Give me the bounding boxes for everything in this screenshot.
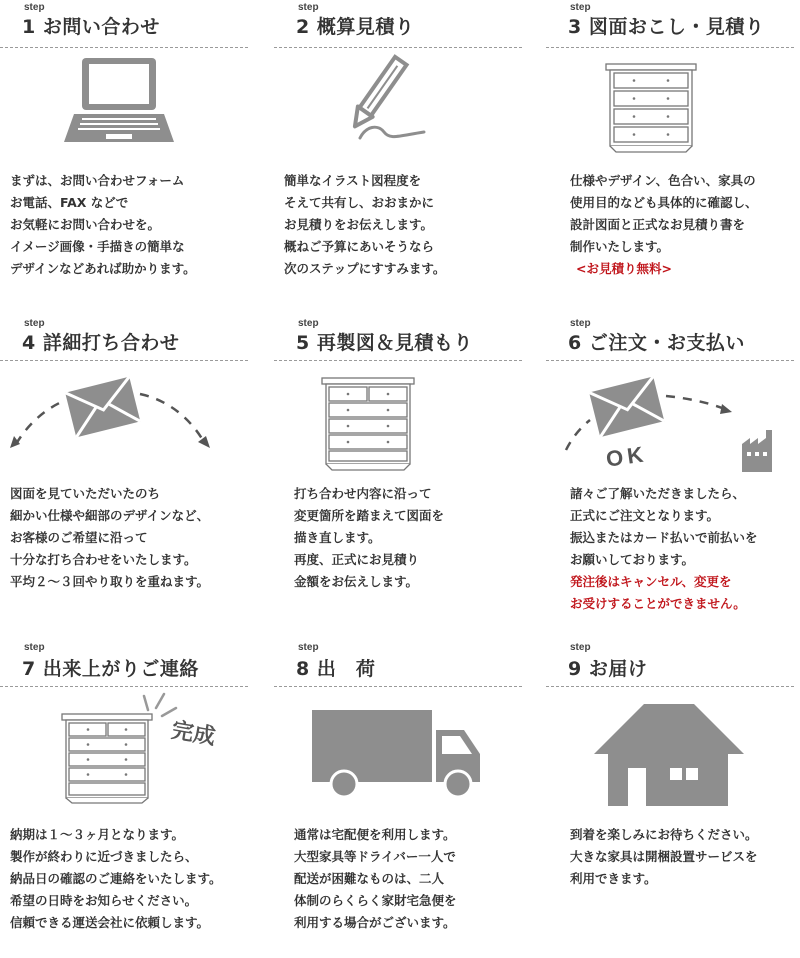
step-title: 2 概算見積り [296,16,415,38]
cancel-warning: お受けすることができません。 [570,596,746,611]
step-title: 1 お問い合わせ [22,16,160,38]
step-description: 図面を見ていただいたのち 細かい仕様や細部のデザインなど、 お客様のご希望に沿って 十分な打ち合わせをいたします。 平均２～３回やり取りを重ねます。 [10,486,210,589]
step-label: step [570,2,591,13]
divider [546,360,794,361]
ok-stamp-text: OK [604,441,649,472]
divider [546,686,794,687]
truck-icon [274,700,524,810]
laptop-icon [0,52,250,162]
divider [274,47,522,48]
divider [274,360,522,361]
house-icon [546,696,796,806]
step-description: 諸々ご了解いただきましたら、 正式にご注文となります。 振込またはカード払いで前払いを お願いしております。 発注後はキャンセル、変更を お受けすることができません。 [570,483,800,615]
step-label: step [298,642,319,653]
step-title: 6 ご注文・お支払い [568,332,745,354]
step-label: step [298,2,319,13]
step-description: まずは、お問い合わせフォーム お電話、FAX などで お気軽にお問い合わせを。 イメージ画像・手描きの簡単な デザインなどあれば助かります。 [10,173,196,276]
step-title: 4 詳細打ち合わせ [22,332,180,354]
step-label: step [298,318,319,329]
step-title: 9 お届け [568,658,648,680]
step-label: step [24,642,45,653]
step-label: step [24,2,45,13]
step-description: 到着を楽しみにお待ちください。 大きな家具は開梱設置サービスを 利用できます。 [570,827,758,886]
step-description: 通常は宅配便を利用します。 大型家具等ドライバー一人で 配送が困難なものは、二人 体制のらくらく家財宅急便を 利用する場合がございます。 [294,827,457,930]
cancel-warning: 発注後はキャンセル、変更を [570,574,732,589]
step-title: 7 出来上がりご連絡 [22,658,199,680]
step-title: 3 図面おこし・見積り [568,16,765,38]
step-title: 5 再製図＆見積もり [296,332,473,354]
step-description: 仕様やデザイン、色合い、家具の 使用目的なども具体的に確認し、 設計図面と正式なお見積り書を 制作いたします。 <お見積り無料> [570,170,800,280]
divider [0,686,248,687]
drawer-chest-sketch-icon [274,368,524,478]
divider [546,47,794,48]
finished-chest-icon [0,690,250,800]
step-description: 納期は１～３ヶ月となります。 製作が終わりに近づきましたら、 納品日の確認のご連絡をいたします。 希望の日時をお知らせください。 信頼できる運送会社に依頼します。 [10,827,222,930]
step-label: step [570,318,591,329]
complete-badge: 完成 [169,718,218,751]
mail-ok-factory-icon [546,368,796,478]
step-title: 8 出 荷 [296,658,376,680]
free-estimate-note: <お見積り無料> [576,261,672,276]
factory-icon [742,430,772,472]
divider [0,360,248,361]
drawer-chest-sketch-icon [546,52,796,162]
divider [0,47,248,48]
step-label: step [570,642,591,653]
mail-exchange-icon [0,368,250,478]
step-label: step [24,318,45,329]
pencil-icon [274,52,524,162]
step-description: 簡単なイラスト図程度を そえて共有し、おおまかに お見積りをお伝えします。 概ねご予算にあいそうなら 次のステップにすすみます。 [284,173,446,276]
divider [274,686,522,687]
step-description: 打ち合わせ内容に沿って 変更箇所を踏まえて図面を 描き直します。 再度、正式にお見積り 金額をお伝えします。 [294,486,445,589]
